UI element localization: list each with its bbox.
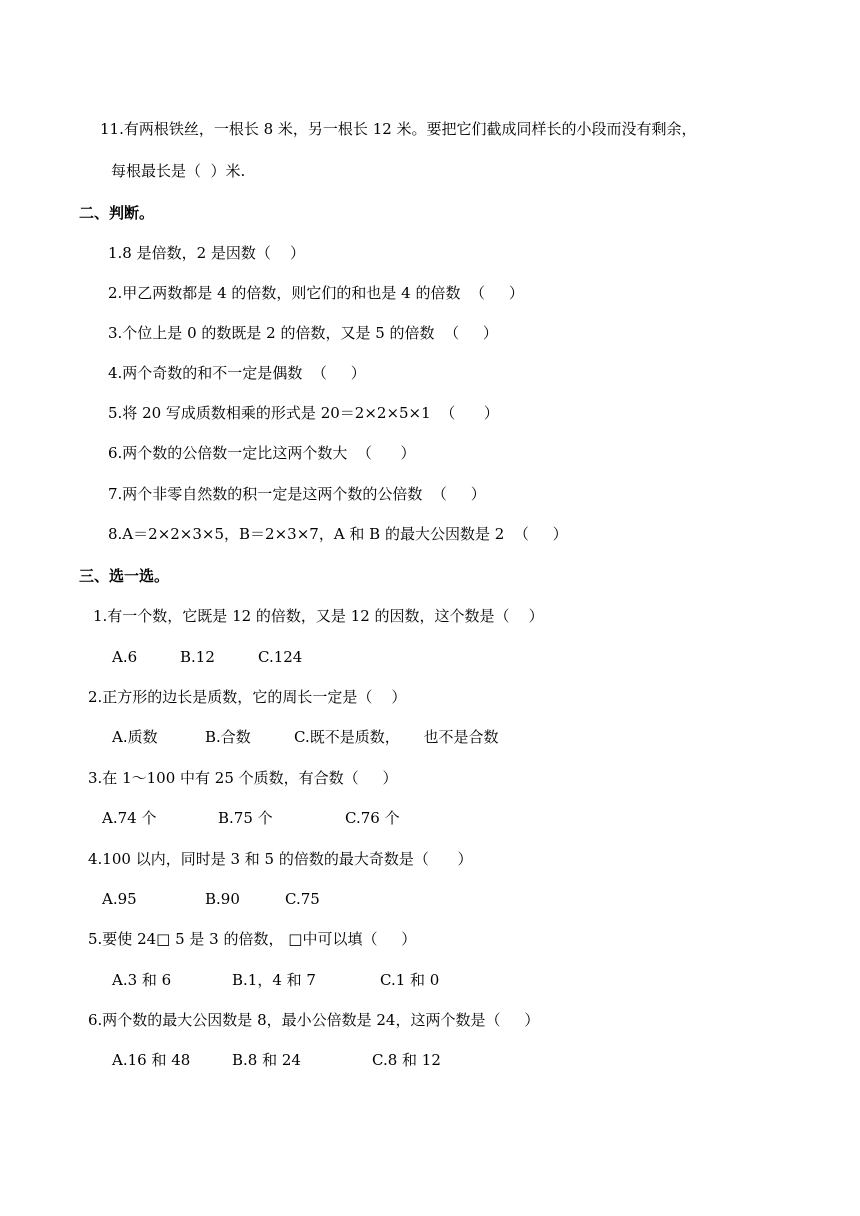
choice-5-option-b: B.1，4 和 7 [232, 971, 316, 989]
choice-6-option-a: A.16 和 48 [112, 1051, 191, 1069]
judge-item-1: 1.8 是倍数，2 是因数（ ） [108, 244, 306, 262]
choice-1-option-a: A.6 [112, 648, 138, 666]
choice-3-option-b: B.75 个 [218, 809, 273, 827]
choice-question-1: 1.有一个数，它既是 12 的倍数，又是 12 的因数，这个数是（ ） [93, 607, 544, 625]
choice-question-4: 4.100 以内，同时是 3 和 5 的倍数的最大奇数是（ ） [88, 850, 473, 868]
judge-item-2: 2.甲乙两数都是 4 的倍数，则它们的和也是 4 的倍数 （ ） [108, 284, 524, 302]
choice-3-option-c: C.76 个 [345, 809, 400, 827]
choice-question-5: 5.要使 24□ 5 是 3 的倍数， □中可以填（ ） [88, 930, 417, 948]
choice-4-option-a: A.95 [102, 890, 137, 908]
judge-item-6: 6.两个数的公倍数一定比这两个数大 （ ） [108, 444, 416, 462]
choice-6-option-c: C.8 和 12 [372, 1051, 441, 1069]
choice-6-option-b: B.8 和 24 [232, 1051, 301, 1069]
choice-3-option-a: A.74 个 [102, 809, 157, 827]
judge-item-5: 5.将 20 写成质数相乘的形式是 20＝2×2×5×1 （ ） [108, 404, 499, 422]
question-11-line-1: 11.有两根铁丝，一根长 8 米，另一根长 12 米。要把它们截成同样长的小段而没有剩余， [100, 120, 697, 138]
choice-2-option-b: B.合数 [205, 728, 251, 746]
judge-item-7: 7.两个非零自然数的积一定是这两个数的公倍数 （ ） [108, 485, 486, 503]
choice-question-6: 6.两个数的最大公因数是 8，最小公倍数是 24，这两个数是（ ） [88, 1011, 540, 1029]
choice-4-option-b: B.90 [205, 890, 240, 908]
choice-question-2: 2.正方形的边长是质数，它的周长一定是（ ） [88, 688, 407, 706]
section-2-title: 二、判断。 [79, 204, 155, 222]
choice-5-option-c: C.1 和 0 [380, 971, 440, 989]
choice-1-option-c: C.124 [258, 648, 303, 666]
section-3-title: 三、选一选。 [79, 567, 170, 585]
choice-5-option-a: A.3 和 6 [112, 971, 172, 989]
judge-item-8: 8.A＝2×2×3×5，B＝2×3×7，A 和 B 的最大公因数是 2 （ ） [108, 525, 568, 543]
choice-1-option-b: B.12 [180, 648, 215, 666]
question-11-line-2: 每根最长是（ ）米. [111, 162, 246, 180]
judge-item-4: 4.两个奇数的和不一定是偶数 （ ） [108, 364, 366, 382]
judge-item-3: 3.个位上是 0 的数既是 2 的倍数，又是 5 的倍数 （ ） [108, 324, 498, 342]
choice-4-option-c: C.75 [285, 890, 320, 908]
choice-2-option-a: A.质数 [112, 728, 158, 746]
choice-2-option-c: C.既不是质数， 也不是合数 [294, 728, 499, 746]
choice-question-3: 3.在 1～100 中有 25 个质数，有合数（ ） [88, 769, 398, 787]
